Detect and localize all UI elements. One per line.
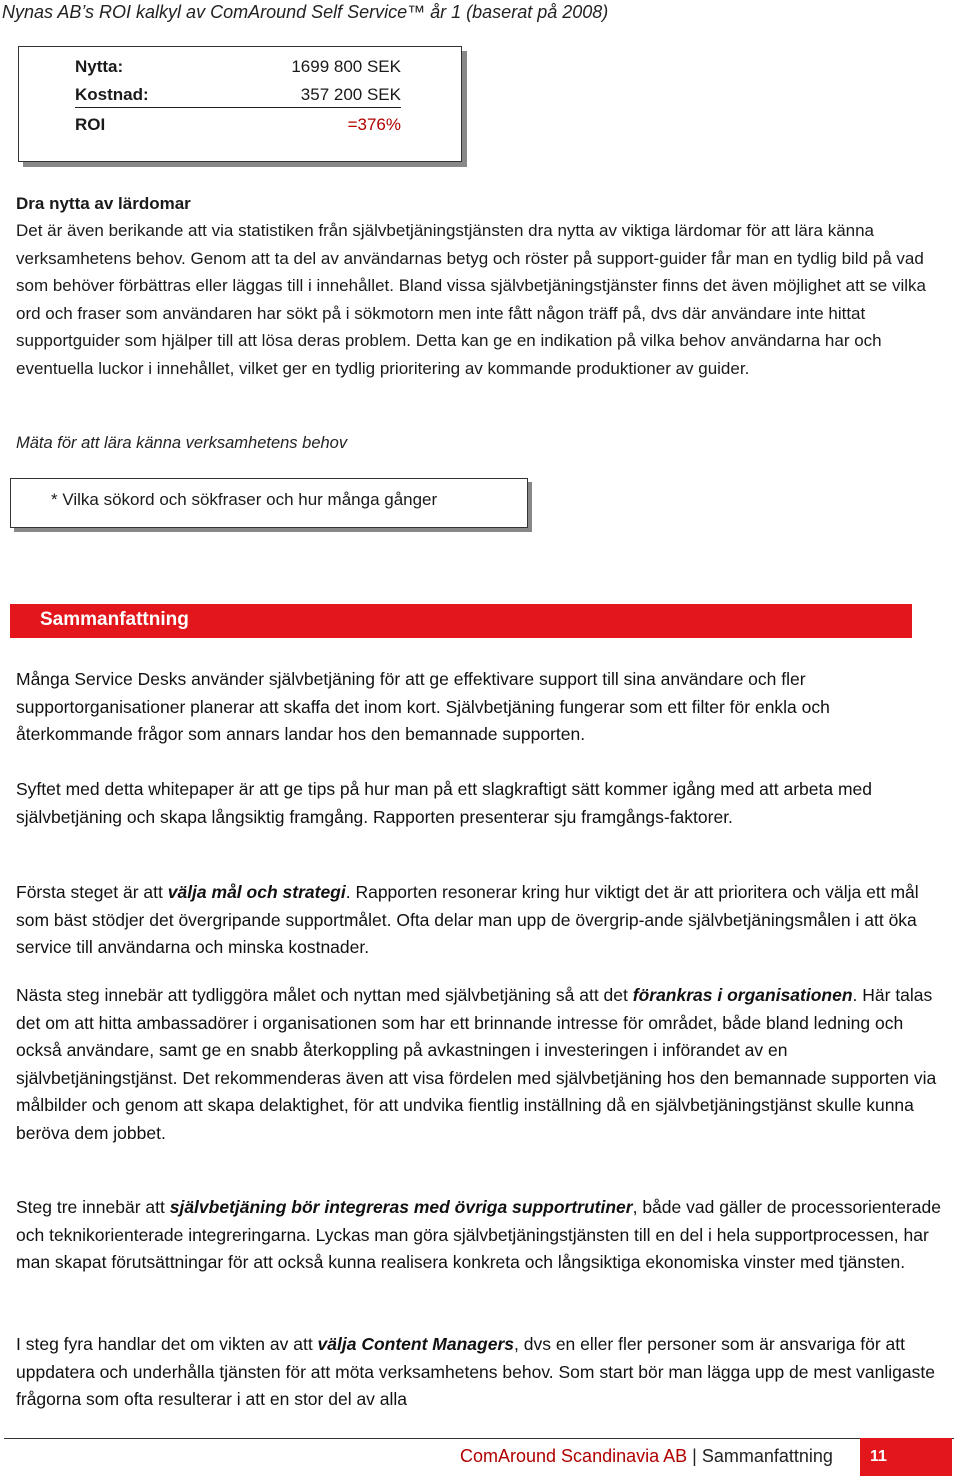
text-run: Första steget är att: [16, 882, 168, 902]
roi-row-cost: [75, 85, 401, 108]
summary-paragraph-5: [16, 1194, 941, 1277]
roi-value: 1699 800 SEK: [291, 57, 401, 76]
page-header-title: Nynas AB’s ROI kalkyl av ComAround Self Service™ år 1 (baserat på 2008): [2, 2, 609, 22]
page-number-badge: [860, 1438, 952, 1476]
footer-section: Sammanfattning: [701, 1446, 833, 1466]
section-heading: Dra nytta av lärdomar: [16, 194, 191, 213]
text-run: Nästa steg innebär att tydliggöra målet och nyttan med självbetjäning så att det: [16, 985, 633, 1005]
footer-company: ComAround Scandinavia AB: [460, 1446, 688, 1466]
summary-paragraph-1: Många Service Desks använder självbetjäning för att ge effektivare support till sina användare och fler supportorganisationer planerar att skaffa det inom kort. Självbetjäning fungerar som ett filter för enkla och återkommande frågor som annars landar hos den bemannade supporten.: [16, 669, 830, 744]
roi-summary-box: [18, 46, 462, 162]
measure-caption: Mäta för att lära känna verksamhetens behov: [16, 434, 348, 452]
roi-value: 357 200 SEK: [300, 85, 401, 104]
measure-box: [10, 478, 528, 528]
text-run: I steg fyra handlar det om vikten av att: [16, 1334, 318, 1354]
summary-paragraph-3: [16, 879, 941, 962]
text-run: , dvs en eller fler personer som är ansvariga för att uppdatera och underhålla tjänsten för att möta verksamhetens behov. Som start bör man lägga upp de mest vanligaste frågorna som ofta resulterar i att en stor del av alla: [16, 1334, 935, 1409]
text-run: . Rapporten resonerar kring hur viktigt det är att prioritera och välja ett mål som bäst stödjer det övergripande supportmålet. Ofta delar man upp de övergrip-ande självbetjäningsmålen i att öka service till användarna och minska kostnader.: [16, 882, 919, 957]
measure-box-text: * Vilka sökord och sökfraser och hur många gånger: [51, 490, 438, 509]
section-paragraph: Det är även berikande att via statistiken från självbetjäningstjänsten dra nytta av viktiga lärdomar för att lära känna verksamhetens behov. Genom att ta del av användarnas betyg och röster på support-guider får man en tydlig bild på vad som behöver förbättras eller läggas till i innehållet. Bland vissa självbetjäningstjänster finns det även möjlighet att se vilka ord och fraser som användaren har sökt på i sökmotorn men inte fått någon träff på, dvs där användare inte hittat supportguider som hjälper till att lösa deras problem. Detta kan ge en indikation på vilka behov användarna har och eventuella luckor i innehållet, vilket ger en tydlig prioritering av kommande produktioner av guider.: [16, 221, 926, 378]
summary-paragraph-6: [16, 1331, 941, 1414]
emphasis: självbetjäning bör integreras med övriga supportrutiner: [169, 1197, 633, 1217]
roi-label: ROI: [75, 115, 106, 134]
emphasis: förankras i organisationen: [632, 985, 853, 1005]
footer-divider: [4, 1438, 954, 1439]
page-number: 11: [870, 1448, 887, 1465]
text-run: Steg tre innebär att: [16, 1197, 170, 1217]
summary-heading: Sammanfattning: [40, 609, 189, 630]
footer-text: [460, 1446, 833, 1467]
summary-paragraph-4: [16, 982, 941, 1147]
summary-paragraph-2: Syftet med detta whitepaper är att ge tips på hur man på ett slagkraftigt sätt kommer igång med att arbeta med självbetjäning och skapa långsiktig framgång. Rapporten presenterar sju framgångs-faktorer.: [16, 779, 873, 827]
summary-heading-bar: [10, 604, 912, 638]
text-run: , både vad gäller de processorienterade och teknikorienterade integreringarna. Lyckas man göra självbetjäningstjänsten till en del i hela supportprocessen, har man skapat förutsättningar för att också kunna realisera konkreta och långsiktiga ekonomiska vinster med tjänsten.: [16, 1197, 941, 1272]
emphasis: välja Content Managers: [317, 1334, 514, 1354]
footer-separator: |: [692, 1446, 697, 1466]
roi-value: =376%: [347, 115, 401, 134]
roi-label: Kostnad:: [75, 85, 149, 104]
text-run: . Här talas det om att hitta ambassadörer i organisationen som har ett brinnande intresse för området, både bland ledning och också användare, samt ge en snabb återkoppling på avkastningen i investeringen i införandet av en självbetjäningstjänst. Det rekommenderas även att visa fördelen med självbetjäning hos den bemannade supporten via målbilder och genom att skapa delaktighet, för att undvika fientlig inställning då en självbetjäningstjänst skulle kunna beröva dem jobbet.: [16, 985, 937, 1143]
emphasis: välja mål och strategi: [167, 882, 346, 902]
roi-label: Nytta:: [75, 57, 124, 76]
